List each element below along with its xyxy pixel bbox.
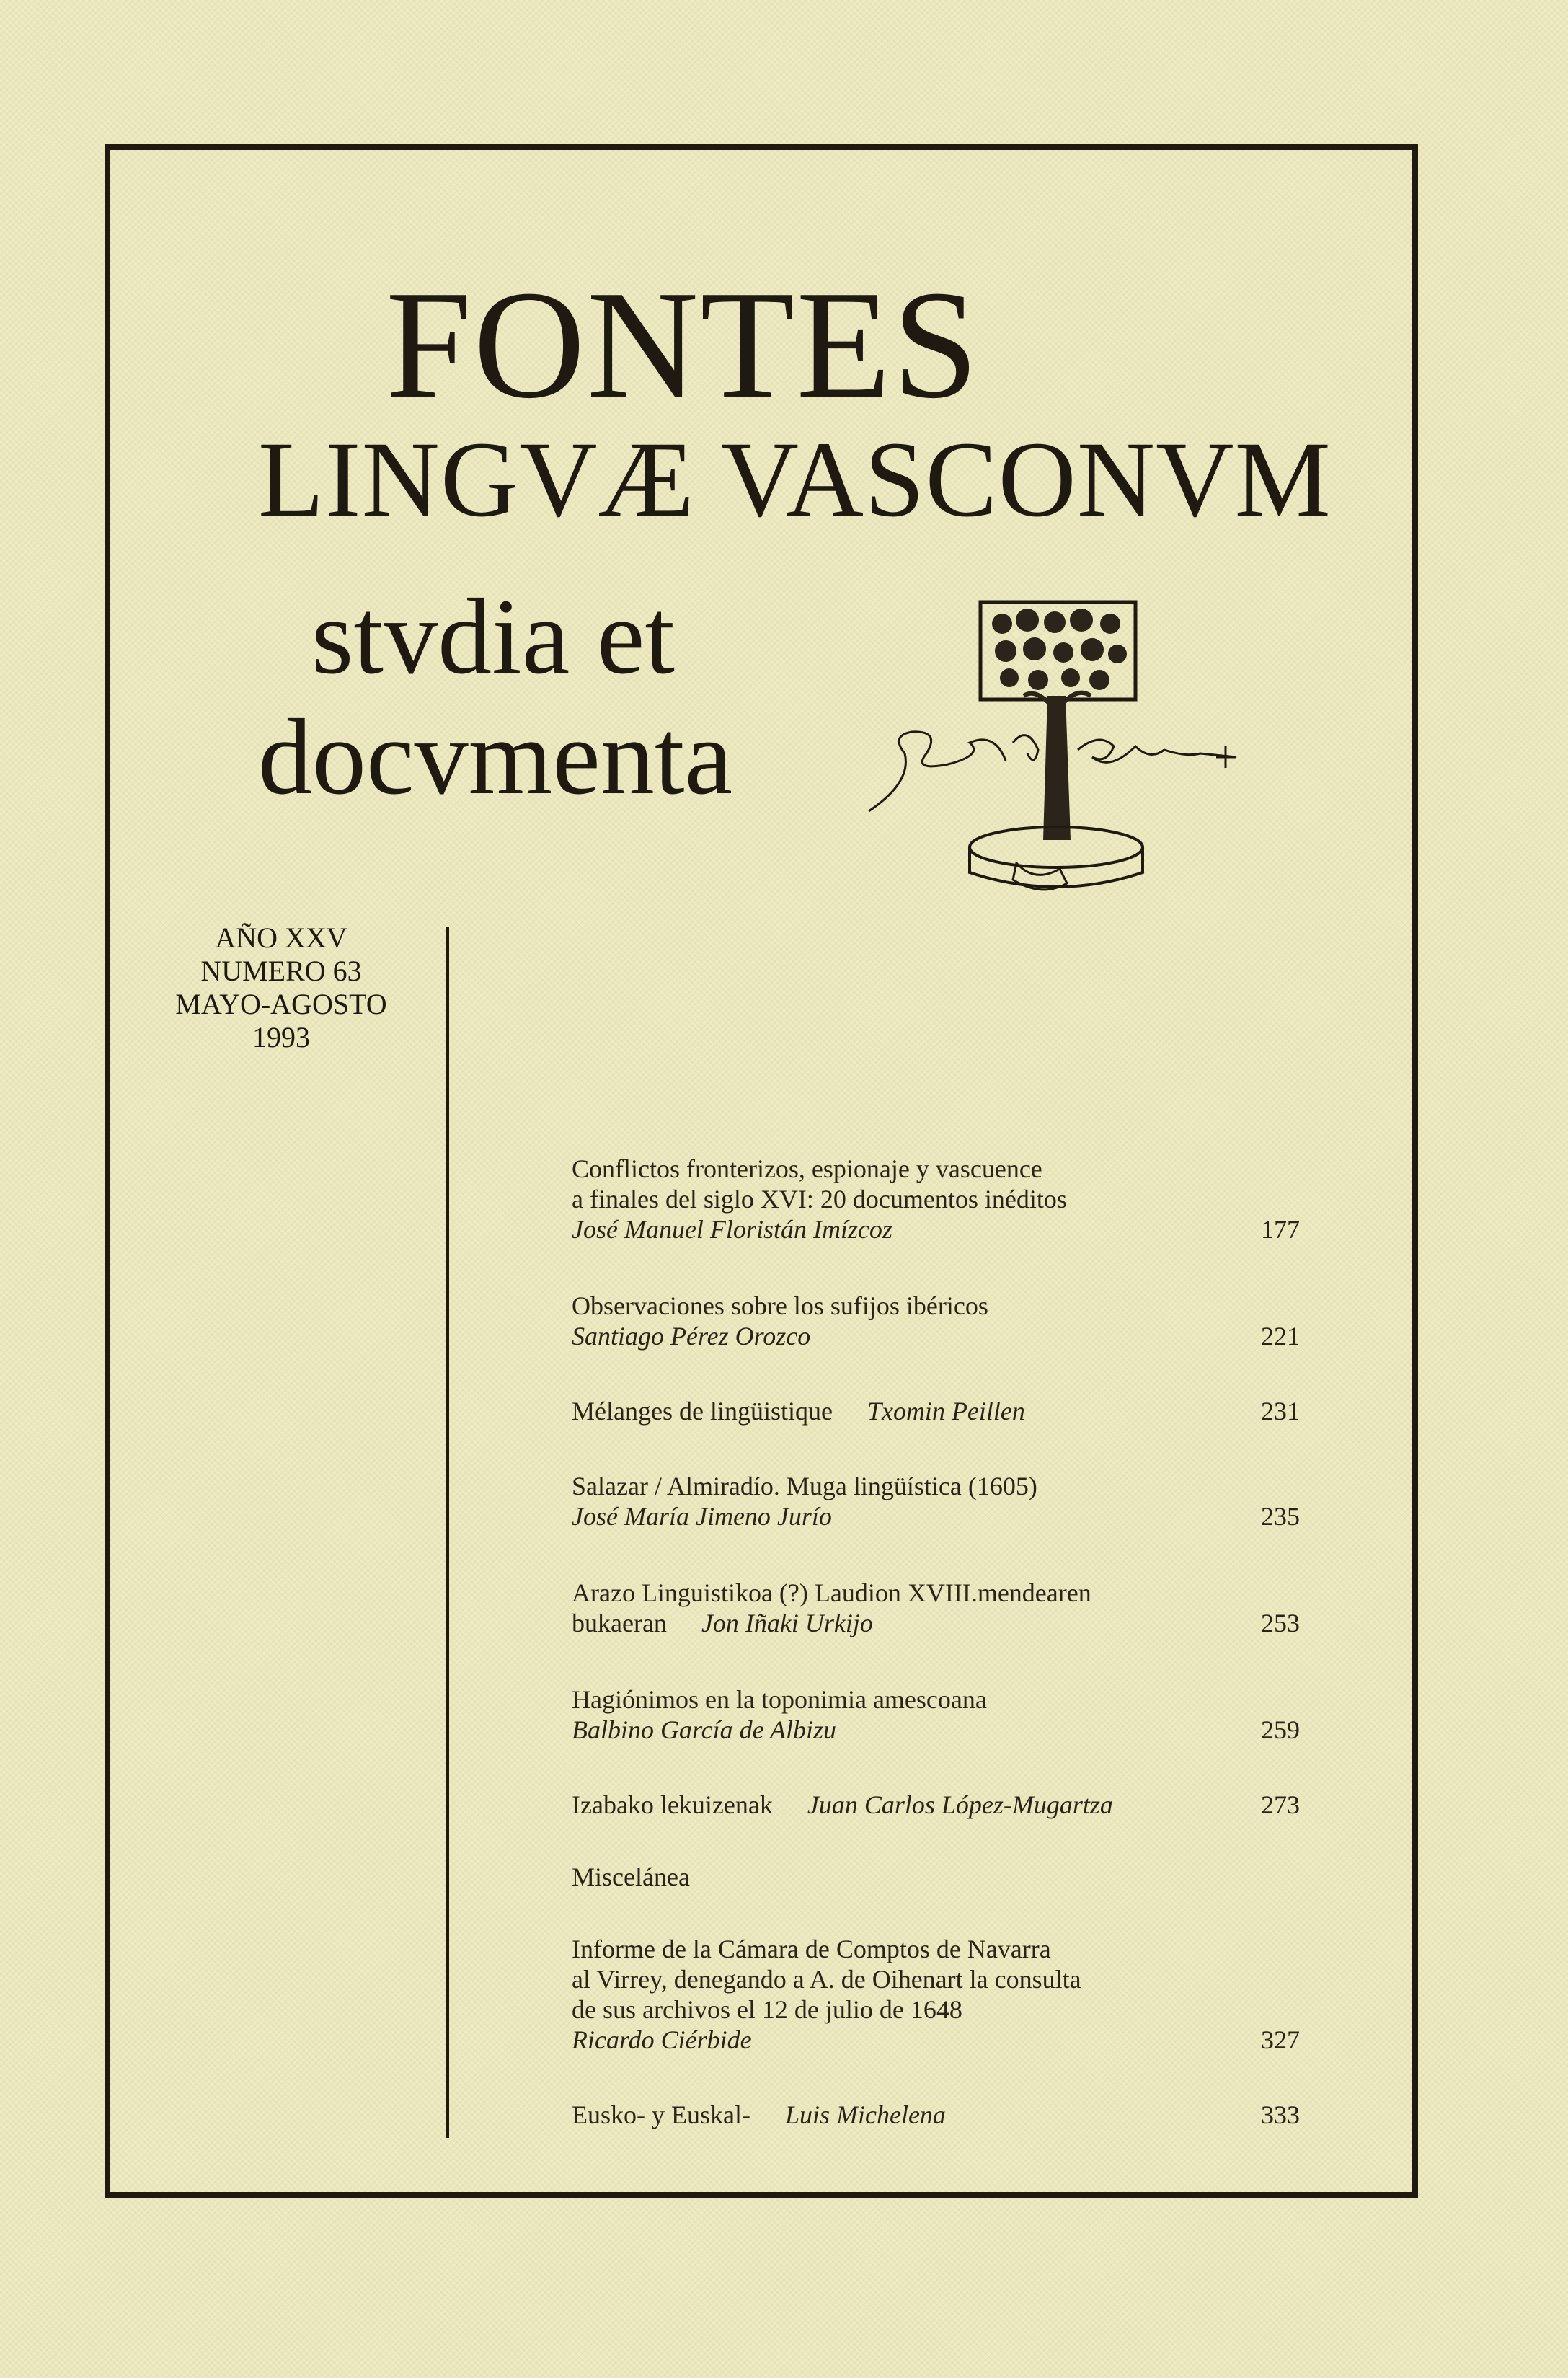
issue-period: MAYO-AGOSTO	[175, 988, 387, 1020]
miscelanea-heading	[572, 1862, 1300, 1892]
toc-title: Eusko- y Euskal-	[572, 2100, 750, 2129]
toc-author: José Manuel Floristán Imízcoz	[572, 1215, 892, 1244]
series-line-2: docvmenta	[258, 697, 733, 817]
issue-number: NUMERO 63	[200, 955, 362, 987]
toc-entry	[572, 1291, 1300, 1351]
toc-page-number: 259	[1261, 1715, 1300, 1744]
toc-page-number: 327	[1261, 2025, 1300, 2054]
toc-title: Izabako lekuizenak	[572, 1790, 773, 1819]
toc-author: Luis Michelena	[784, 2100, 946, 2129]
toc-author: José María Jimeno Jurío	[572, 1502, 832, 1531]
toc-entry	[572, 1790, 1300, 1820]
series-line-1: stvdia et	[311, 577, 676, 697]
toc-page-number: 333	[1261, 2100, 1300, 2129]
toc-title: Mélanges de lingüistique	[572, 1397, 833, 1426]
toc-title: Hagiónimos en la toponimia amescoana	[572, 1685, 987, 1714]
toc-title-continuation: bukaeran	[572, 1609, 667, 1637]
toc-title: Conflictos fronterizos, espionaje y vascuence	[572, 1154, 1042, 1183]
vertical-divider	[446, 927, 449, 2138]
table-of-contents	[572, 1154, 1300, 2130]
toc-entry	[572, 2100, 1300, 2130]
toc-page-number: 231	[1261, 1397, 1300, 1426]
toc-page-number: 253	[1261, 1609, 1300, 1637]
toc-title: Arazo Linguistikoa (?) Laudion XVIII.mendearen	[572, 1578, 1091, 1607]
issue-date: 1993	[252, 1021, 310, 1053]
section-heading: Miscelánea	[572, 1862, 690, 1891]
toc-title: Observaciones sobre los sufijos ibéricos	[572, 1291, 988, 1320]
toc-author: Jon Iñaki Urkijo	[701, 1609, 873, 1637]
toc-title: Salazar / Almiradío. Muga lingüística (1605)	[572, 1472, 1037, 1500]
journal-title: FONTES	[386, 258, 980, 430]
toc-title: Informe de la Cámara de Comptos de Navarra	[572, 1935, 1051, 1963]
toc-entry	[572, 1471, 1300, 1531]
toc-author: Juan Carlos López-Mugartza	[807, 1790, 1113, 1819]
toc-entry	[572, 1684, 1300, 1745]
issue-info	[141, 921, 422, 1054]
toc-page-number: 235	[1261, 1502, 1300, 1531]
toc-page-number: 177	[1261, 1215, 1300, 1244]
toc-entry	[572, 1396, 1300, 1426]
journal-subtitle: LINGVÆ VASCONVM	[258, 420, 1332, 539]
toc-title: al Virrey, denegando a A. de Oihenart la consulta	[572, 1965, 1081, 1994]
tree-emblem-icon	[861, 595, 1251, 912]
toc-entry	[572, 1934, 1300, 2055]
toc-author: Balbino García de Albizu	[572, 1715, 836, 1744]
toc-entry	[572, 1578, 1300, 1638]
toc-page-number: 273	[1261, 1790, 1300, 1819]
issue-year: AÑO XXV	[215, 921, 347, 954]
toc-entry	[572, 1154, 1300, 1245]
toc-title: de sus archivos el 12 de julio de 1648	[572, 1995, 962, 2024]
toc-page-number: 221	[1261, 1322, 1300, 1351]
toc-author: Txomin Peillen	[867, 1397, 1025, 1426]
toc-author: Ricardo Ciérbide	[572, 2025, 752, 2054]
toc-author: Santiago Pérez Orozco	[572, 1322, 811, 1351]
toc-title: a finales del siglo XVI: 20 documentos inéditos	[572, 1185, 1067, 1214]
